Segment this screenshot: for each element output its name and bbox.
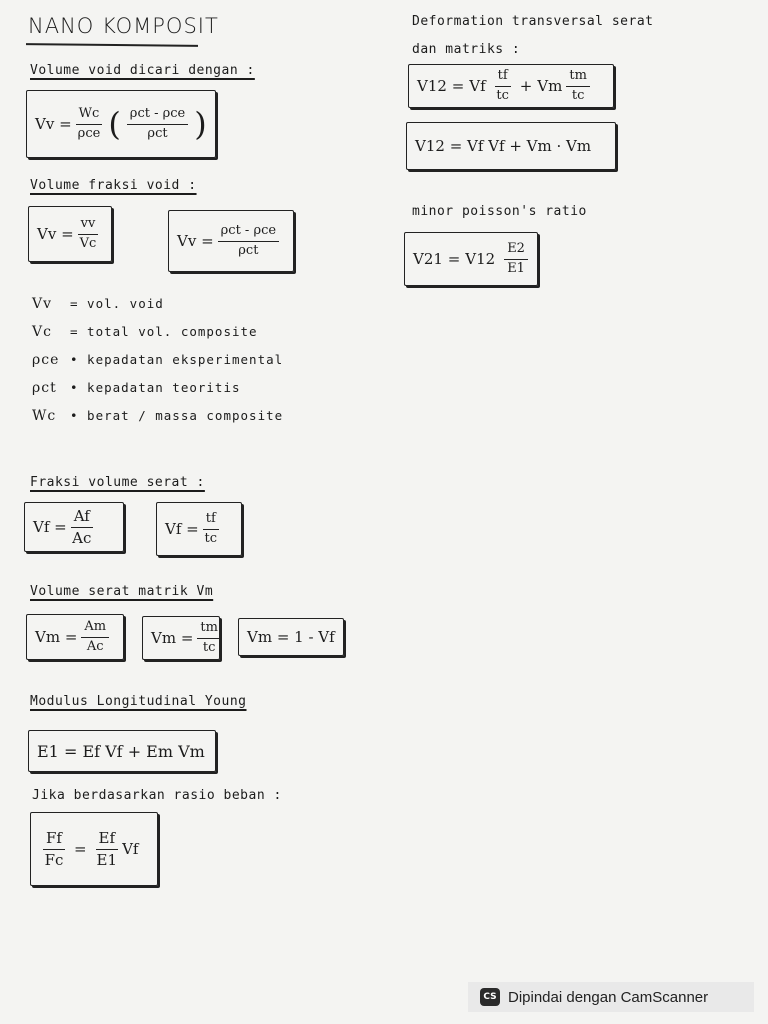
vv-fraction-2: $\frac{\text{ρct - ρce}}{\text{ρct}}$ xyxy=(127,106,188,142)
v12-formula-2: V12 = Vf Vf + Vm · Vm xyxy=(406,122,616,170)
v21-formula: V21 = V12 $\frac{E2}{E1}$ xyxy=(404,232,538,286)
vv-fraction-1: $\frac{Wc}{\text{ρce}}$ xyxy=(76,106,103,142)
definition-item: ρct • kepadatan teoritis xyxy=(32,380,241,396)
rasio-heading: Jika berdasarkan rasio beban : xyxy=(32,788,282,803)
watermark-text: Dipindai dengan CamScanner xyxy=(508,988,709,1006)
page-title: NANO KOMPOSIT xyxy=(28,14,219,38)
volume-void-formula xyxy=(26,90,216,158)
fraksi-serat-formula-2: Vf = $\frac{tf}{tc}$ xyxy=(156,502,242,556)
serat-matrik-heading: Volume serat matrik Vm xyxy=(30,584,214,599)
serat-matrik-formula-2: Vm = $\frac{tm}{tc}$ xyxy=(142,616,220,660)
camscanner-logo-icon: CS xyxy=(480,988,500,1006)
camscanner-watermark xyxy=(468,982,754,1012)
definition-item: ρce • kepadatan eksperimental xyxy=(32,352,284,368)
fraksi-serat-formula-1: Vf = $\frac{Af}{Ac}$ xyxy=(24,502,124,552)
rasio-formula: $\frac{Ff}{Fc}$ = $\frac{Ef}{E1}$ Vf xyxy=(30,812,158,886)
fraksi-serat-heading: Fraksi volume serat : xyxy=(30,475,205,490)
deformation-heading: Deformation transversal serat dan matriks : xyxy=(412,14,654,57)
vv-lhs: Vv = xyxy=(35,115,72,133)
modulus-heading: Modulus Longitudinal Young xyxy=(30,694,247,709)
fraksi-void-formula-2: Vv = $\frac{\text{ρct - ρce}}{\text{ρct}}$ xyxy=(168,210,294,272)
serat-matrik-formula-1: Vm = $\frac{Am}{Ac}$ xyxy=(26,614,124,660)
paren-close: ) xyxy=(194,105,207,143)
definition-item: Wc • berat / massa composite xyxy=(32,408,284,424)
definition-item: Vc = total vol. composite xyxy=(32,324,258,340)
serat-matrik-formula-3: Vm = 1 - Vf xyxy=(238,618,344,656)
poisson-heading: minor poisson's ratio xyxy=(412,204,587,219)
fraksi-void-formula-1: Vv = $\frac{vv}{Vc}$ xyxy=(28,206,112,262)
v12-formula-1: V12 = Vf $\frac{tf}{tc}$ + Vm $\frac{tm}{tc}$ xyxy=(408,64,614,108)
modulus-formula: E1 = Ef Vf + Em Vm xyxy=(28,730,216,772)
definition-item: Vv = vol. void xyxy=(32,296,164,312)
definitions-list xyxy=(32,296,283,436)
fraksi-void-heading: Volume fraksi void : xyxy=(30,178,197,193)
volume-void-heading: Volume void dicari dengan : xyxy=(30,63,255,78)
paren-open: ( xyxy=(108,105,121,143)
title-underline xyxy=(26,43,198,47)
